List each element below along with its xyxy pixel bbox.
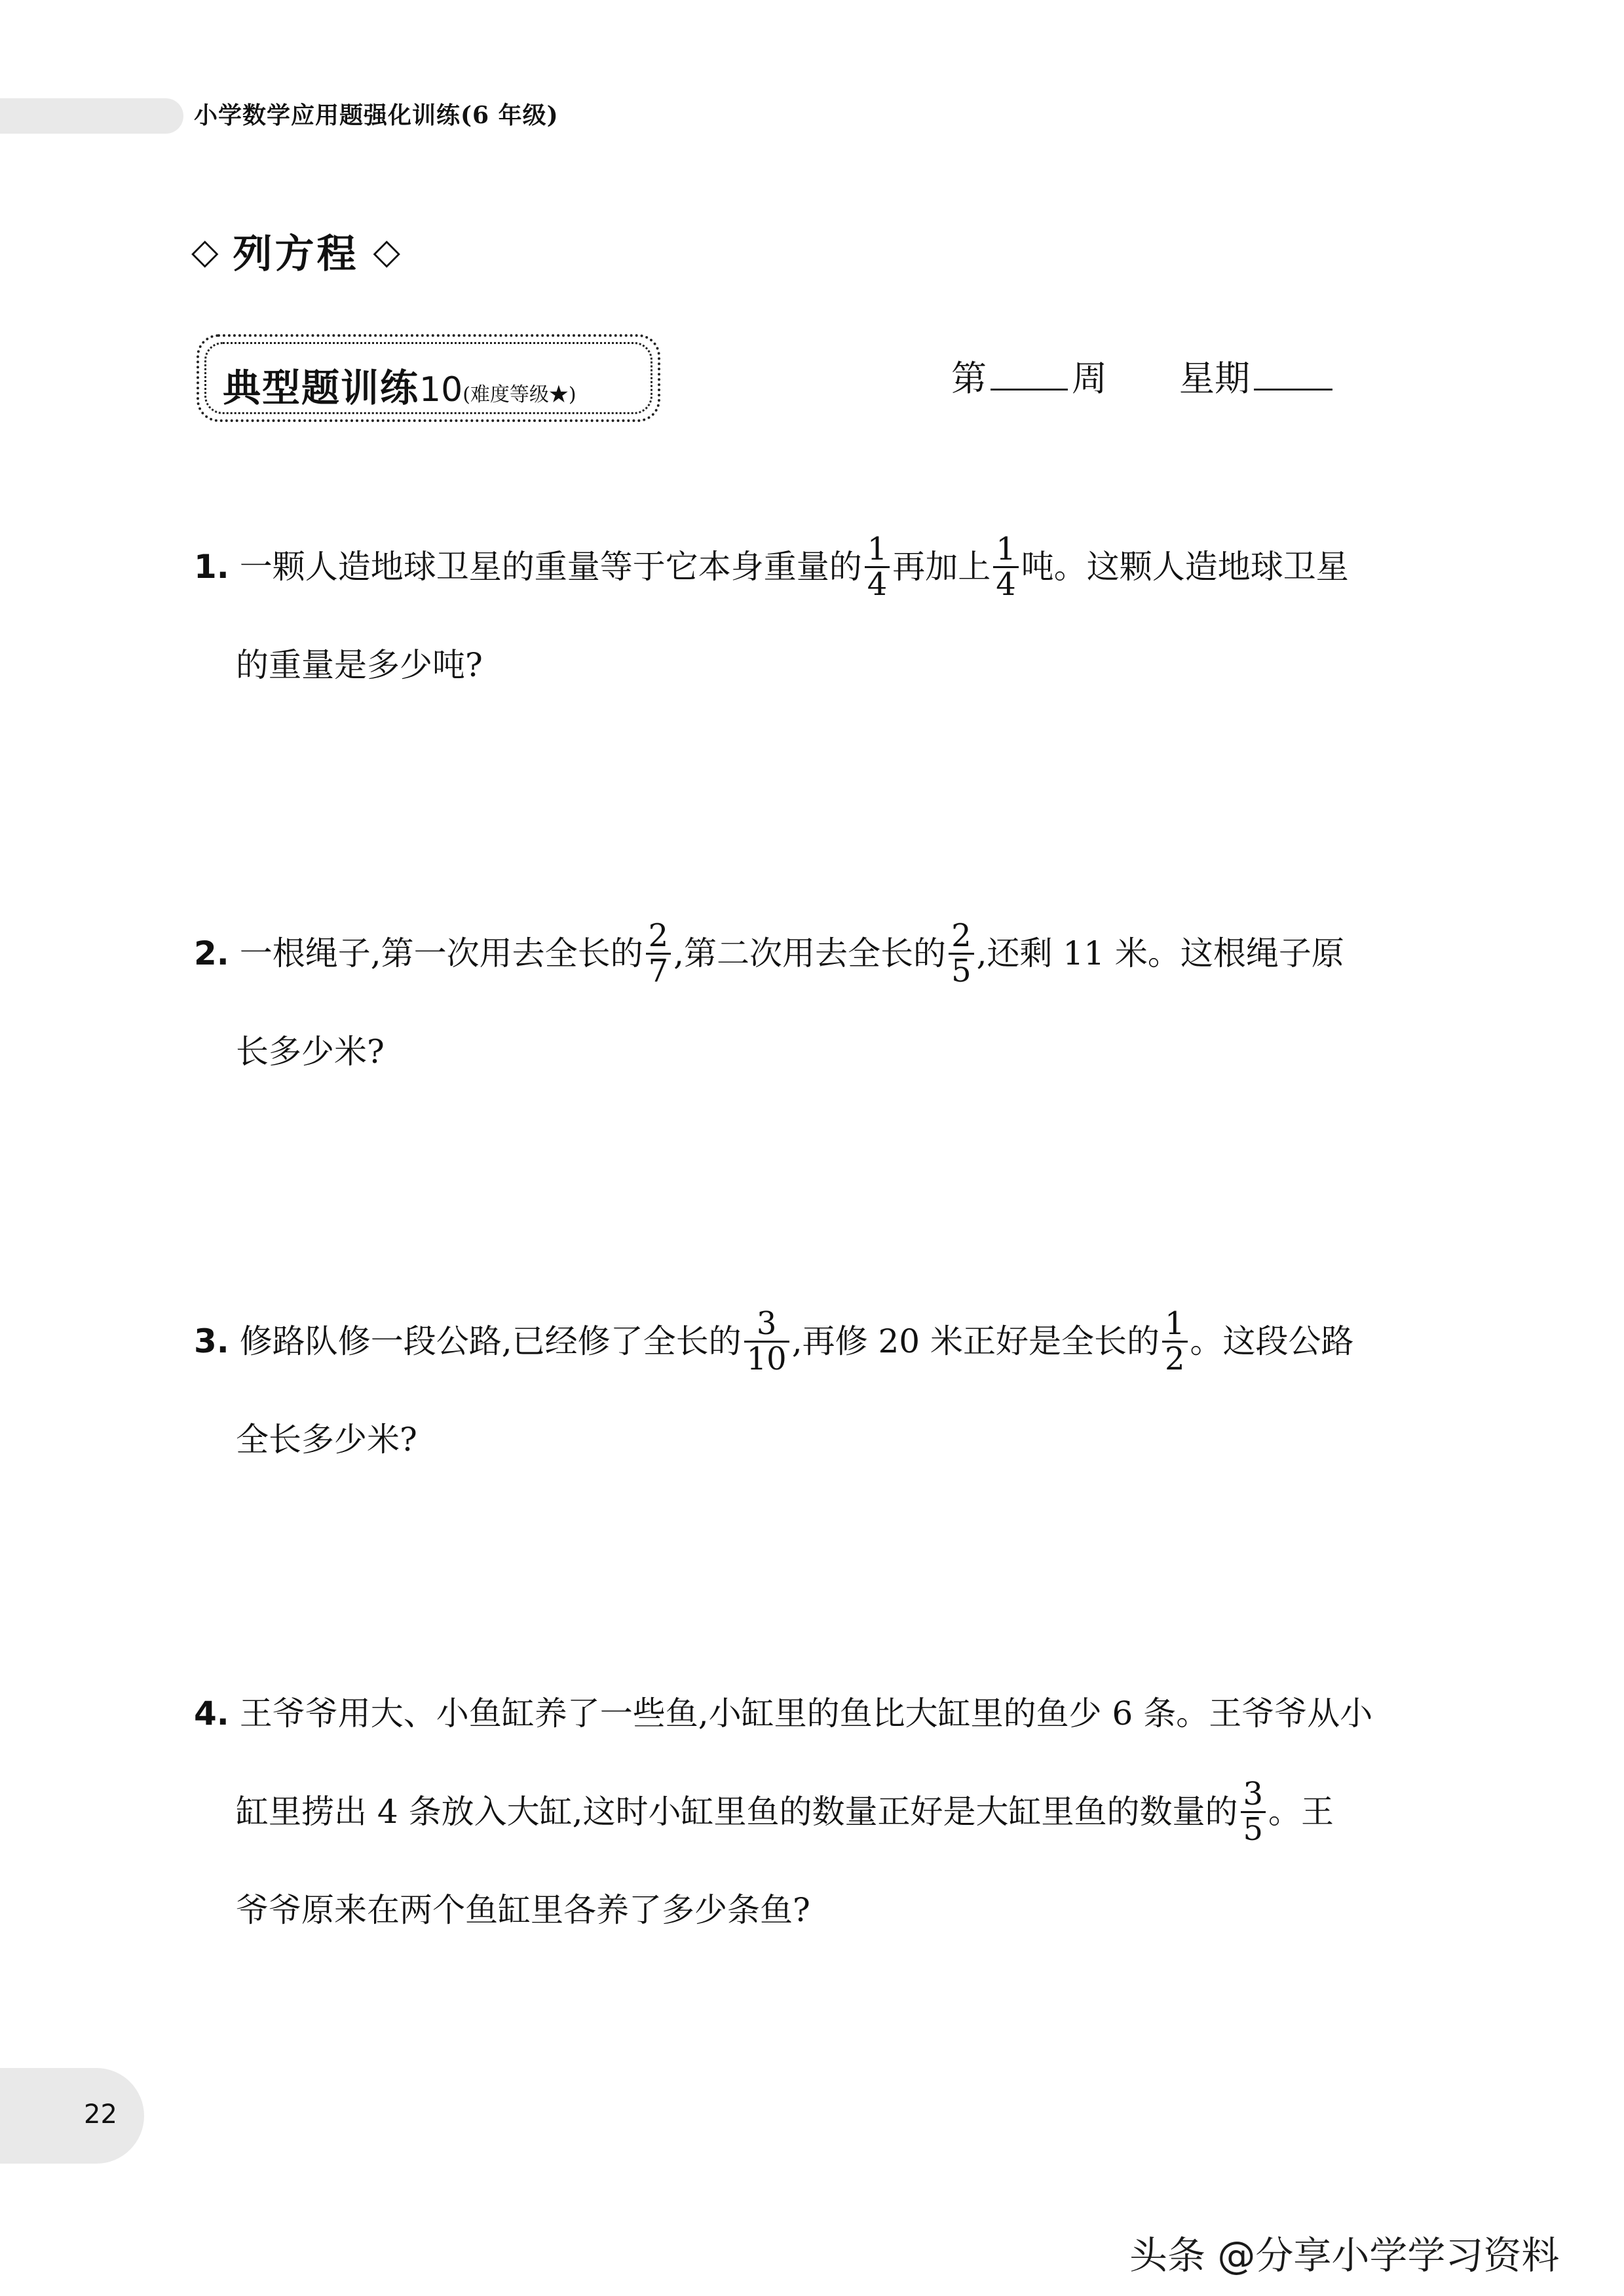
- problem-number: 4.: [194, 1694, 229, 1732]
- numerator: 1: [867, 531, 888, 568]
- denominator: 2: [1165, 1340, 1185, 1377]
- denominator: 10: [746, 1340, 787, 1377]
- section-title: [191, 223, 400, 279]
- fraction: [993, 533, 1019, 601]
- problem-text: 再加上: [892, 548, 991, 586]
- schedule-line: [951, 351, 1336, 401]
- numerator: 3: [1243, 1776, 1264, 1813]
- problem-text: ,还剩 11 米。这根绳子原: [976, 934, 1344, 972]
- denominator: 5: [951, 952, 972, 989]
- problem-number: 2.: [194, 934, 229, 972]
- problem-text: 全长多少米?: [236, 1421, 417, 1459]
- fraction: [865, 533, 890, 601]
- problem-2: [194, 904, 1439, 1101]
- week-suffix: 周: [1072, 358, 1107, 399]
- fraction: [744, 1307, 789, 1375]
- problem-text: 。这段公路: [1190, 1322, 1354, 1360]
- numerator: 1: [1165, 1305, 1185, 1343]
- denominator: 7: [648, 952, 669, 989]
- problem-1: [194, 518, 1439, 714]
- training-label: [223, 357, 576, 412]
- problem-text: ,第二次用去全长的: [673, 934, 947, 972]
- training-number: 10: [419, 370, 463, 410]
- problem-text: 一根绳子,第一次用去全长的: [239, 934, 643, 972]
- problem-text: 的重量是多少吨?: [236, 646, 483, 684]
- problem-number: 1.: [194, 548, 229, 586]
- fraction: [1241, 1778, 1266, 1846]
- problem-text: ,再修 20 米正好是全长的: [791, 1322, 1160, 1360]
- problem-text: 修路队修一段公路,已经修了全长的: [239, 1322, 742, 1360]
- week-blank[interactable]: [991, 383, 1068, 391]
- fraction: [1162, 1307, 1188, 1375]
- problem-text: 缸里捞出 4 条放入大缸,这时小缸里鱼的数量正好是大缸里鱼的数量的: [236, 1793, 1238, 1831]
- page-number: 22: [84, 2099, 117, 2130]
- week-prefix: 第: [951, 358, 987, 399]
- book-title: 小学数学应用题强化训练(6 年级): [194, 102, 559, 129]
- problem-number: 3.: [194, 1322, 229, 1360]
- problem-text: 吨。这颗人造地球卫星: [1021, 548, 1349, 586]
- problem-text: 长多少米?: [236, 1033, 385, 1071]
- numerator: 2: [951, 917, 972, 955]
- problem-text: 王爷爷用大、小鱼缸养了一些鱼,小缸里的鱼比大缸里的鱼少 6 条。王爷爷从小: [239, 1694, 1373, 1732]
- header-bar: [0, 98, 183, 134]
- diamond-left-icon: ◇: [191, 230, 219, 272]
- denominator: 4: [867, 565, 888, 603]
- training-label-text: 典型题训练: [223, 366, 420, 410]
- numerator: 2: [648, 917, 669, 955]
- problem-text: 一颗人造地球卫星的重量等于它本身重量的: [239, 548, 862, 586]
- problem-text: 。王: [1268, 1793, 1334, 1831]
- difficulty-level: (难度等级★): [463, 383, 576, 406]
- fraction: [646, 919, 671, 987]
- denominator: 4: [996, 565, 1016, 603]
- denominator: 5: [1243, 1810, 1264, 1848]
- problem-text: 爷爷原来在两个鱼缸里各养了多少条鱼?: [236, 1891, 810, 1929]
- numerator: 3: [756, 1305, 777, 1343]
- problem-3: [194, 1292, 1439, 1489]
- diamond-right-icon: ◇: [373, 230, 401, 272]
- day-label: 星期: [1179, 358, 1250, 399]
- numerator: 1: [996, 531, 1016, 568]
- day-blank[interactable]: [1254, 383, 1332, 391]
- page-number-tab: [0, 2068, 144, 2164]
- section-title-text: 列方程: [233, 231, 359, 277]
- watermark: 头条 @分享小学学习资料: [1129, 2233, 1560, 2278]
- fraction: [949, 919, 974, 987]
- problem-4: [194, 1664, 1439, 1959]
